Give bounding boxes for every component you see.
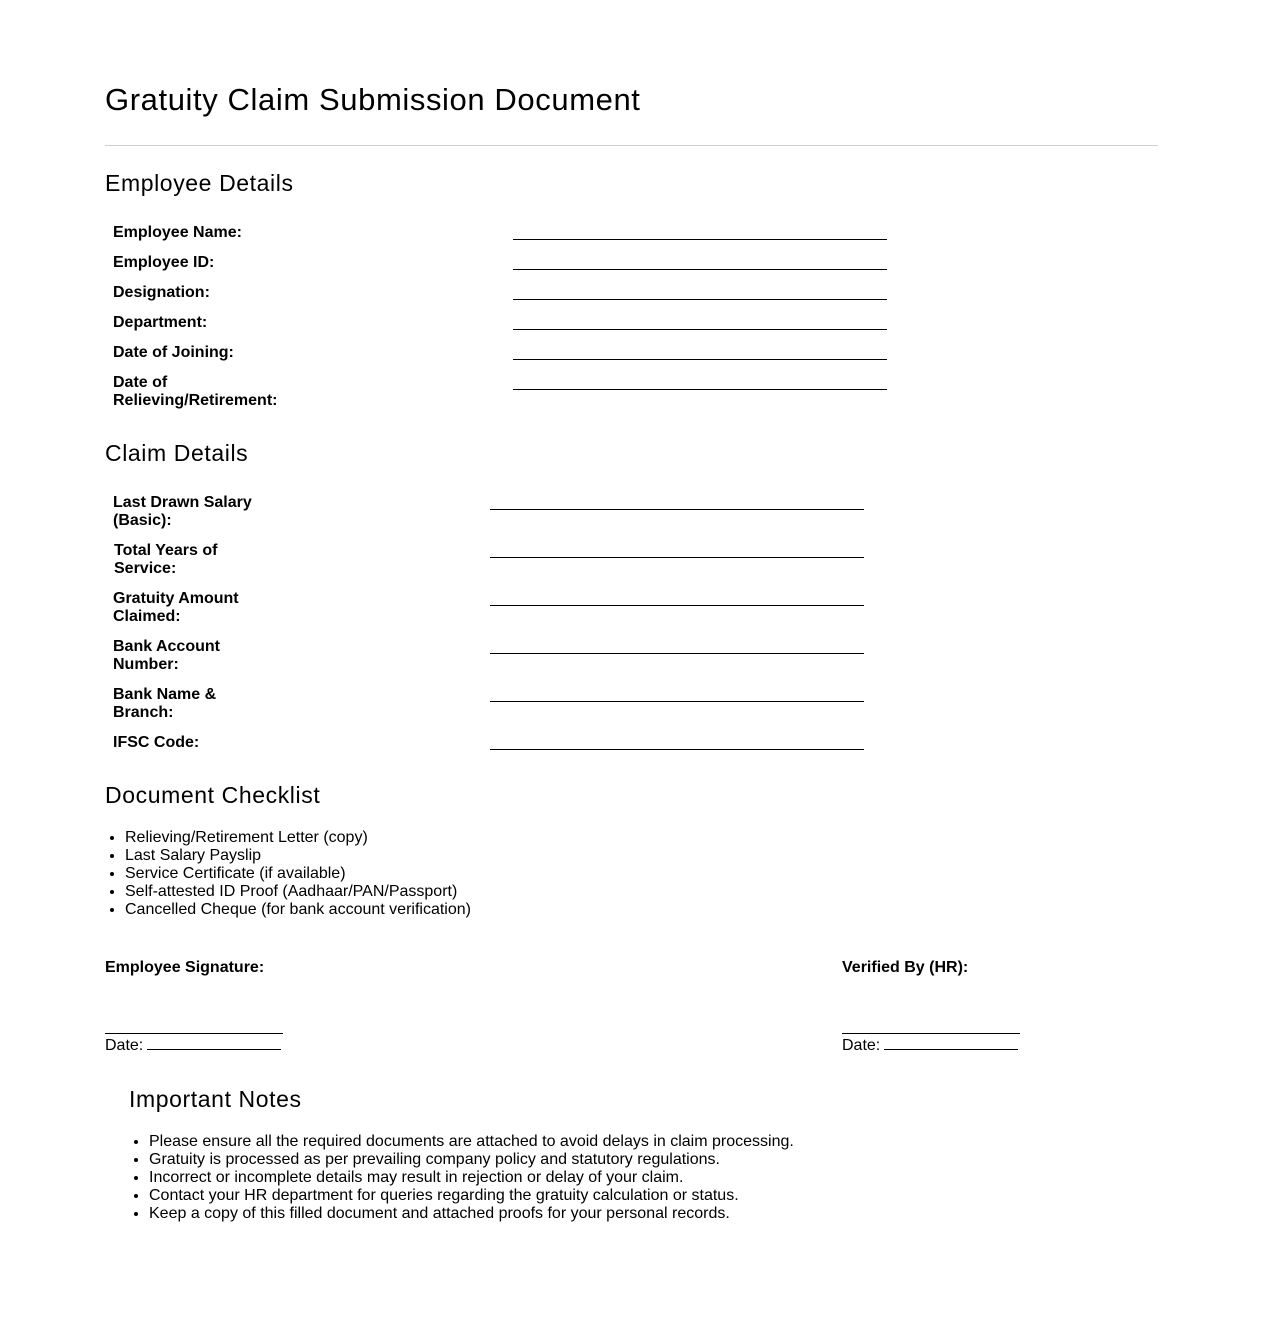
date-of-relieving-label: Date of Relieving/Retirement: [113,374,278,409]
employee-id-field[interactable] [513,269,887,270]
ifsc-code-field[interactable] [490,749,864,750]
note-item: • Keep a copy of this filled document and attached proofs for your personal records. [149,1205,1049,1223]
hr-date-row [842,1035,1018,1055]
gratuity-amount-label: Gratuity Amount Claimed: [113,590,239,625]
document-checklist-list [105,829,725,919]
last-drawn-salary-field[interactable] [490,509,864,510]
checklist-item: • Service Certificate (if available) [125,865,725,883]
important-notes-list [129,1133,1049,1223]
total-years-of-service-field[interactable] [490,557,864,558]
employee-id-label: Employee ID: [113,254,215,271]
document-checklist-heading: Document Checklist [105,782,321,808]
checklist-item: • Cancelled Cheque (for bank account verification) [125,901,725,919]
date-of-joining-label: Date of Joining: [113,344,234,361]
employee-details-heading: Employee Details [105,170,294,196]
department-field[interactable] [513,329,887,330]
employee-signature-label: Employee Signature: [105,959,265,976]
last-drawn-salary-label: Last Drawn Salary (Basic): [113,494,252,529]
employee-date-label: Date: [105,1037,144,1054]
gratuity-amount-field[interactable] [490,605,864,606]
bank-name-branch-field[interactable] [490,701,864,702]
document-title: Gratuity Claim Submission Document [105,82,641,117]
department-label: Department: [113,314,208,331]
ifsc-code-label: IFSC Code: [113,734,200,751]
verified-by-hr-label: Verified By (HR): [842,959,969,976]
bank-account-number-field[interactable] [490,653,864,654]
note-item: • Contact your HR department for queries regarding the gratuity calculation or status. [149,1187,1049,1205]
note-item: • Please ensure all the required documents are attached to avoid delays in claim processing. [149,1133,1049,1151]
note-item: • Gratuity is processed as per prevailing company policy and statutory regulations. [149,1151,1049,1169]
date-of-joining-field[interactable] [513,359,887,360]
date-of-relieving-field[interactable] [513,389,887,390]
hr-date-label: Date: [842,1037,881,1054]
checklist-item: • Relieving/Retirement Letter (copy) [125,829,725,847]
total-years-of-service-label: Total Years of Service: [114,542,218,577]
bank-account-number-label: Bank Account Number: [113,638,220,673]
employee-date-field[interactable] [147,1035,281,1050]
employee-name-label: Employee Name: [113,224,242,241]
important-notes-heading: Important Notes [129,1086,302,1112]
bank-name-branch-label: Bank Name & Branch: [113,686,217,721]
employee-date-row [105,1035,281,1055]
checklist-item: • Self-attested ID Proof (Aadhaar/PAN/Passport) [125,883,725,901]
employee-signature-line[interactable] [105,1033,283,1034]
hr-date-field[interactable] [884,1035,1018,1050]
title-divider [105,145,1158,146]
note-item: • Incorrect or incomplete details may result in rejection or delay of your claim. [149,1169,1049,1187]
designation-field[interactable] [513,299,887,300]
employee-name-field[interactable] [513,239,887,240]
claim-details-heading: Claim Details [105,440,249,466]
checklist-item: • Last Salary Payslip [125,847,725,865]
designation-label: Designation: [113,284,210,301]
hr-signature-line[interactable] [842,1033,1020,1034]
